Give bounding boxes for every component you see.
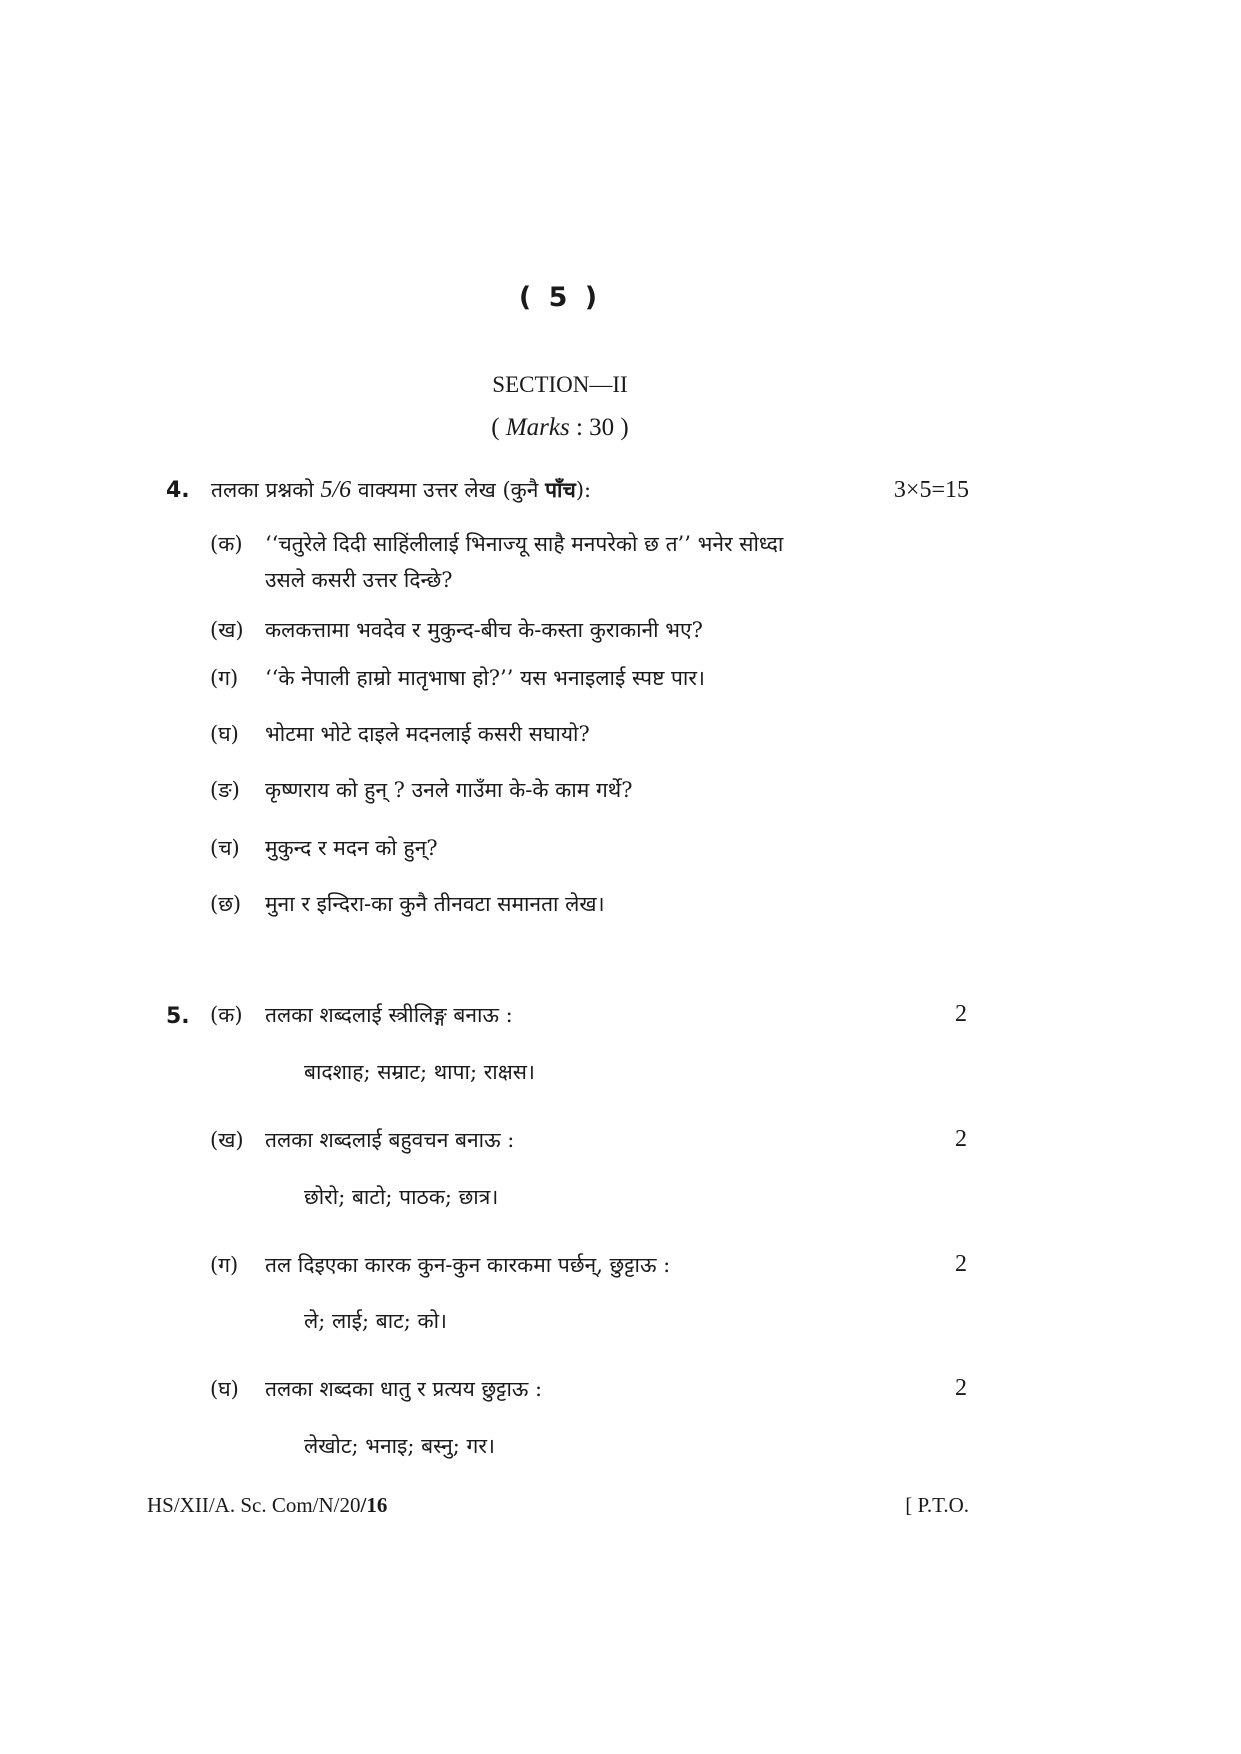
q4-item-text: भोटमा भोटे दाइले मदनलाई कसरी सघायो? [265, 722, 590, 746]
page-number: ( 5 ) [518, 282, 602, 313]
q5-part-marks: 2 [955, 1126, 967, 1152]
q4-instruction-fraction: 5/6 [320, 477, 352, 503]
q4-item-text-continued: उसले कसरी उत्तर दिन्छे? [265, 568, 453, 592]
q4-item-label: (ग) [210, 666, 239, 690]
q4-item-text: मुकुन्द र मदन को हुन्? [265, 836, 438, 860]
paper-code-text: HS/XII/A. Sc. Com/N/20 [147, 1493, 361, 1517]
q5-part-label: (क) [210, 1003, 243, 1027]
q5-part-text: तल दिइएका कारक कुन-कुन कारकमा पर्छन्, छुट्टाऊ : [265, 1253, 671, 1277]
q5-part-words: बादशाह; सम्राट; थापा; राक्षस। [304, 1060, 535, 1084]
marks-value: : 30 ) [569, 414, 629, 441]
q5-part-label: (ख) [210, 1128, 244, 1152]
question-5-number: 5. [166, 1004, 190, 1029]
q4-instruction-bold: पाँच [545, 477, 576, 502]
question-4-number: 4. [166, 478, 190, 503]
q4-item-label: (घ) [210, 722, 239, 746]
q5-part-text: तलका शब्दका धातु र प्रत्यय छुट्टाऊ : [265, 1377, 543, 1401]
q4-instruction-pre: तलका प्रश्नको [211, 478, 314, 502]
q4-item-label: (क) [210, 532, 243, 556]
q5-part-words: लेखोट; भनाइ; बस्नु; गर। [304, 1434, 495, 1458]
section-title [0, 372, 1120, 398]
q4-item-label: (छ) [210, 892, 242, 916]
q4-item-text: ‘‘के नेपाली हाम्रो मातृभाषा हो?’’ यस भनाइलाई स्पष्ट पार। [265, 666, 705, 690]
q5-part-text: तलका शब्दलाई स्त्रीलिङ्ग बनाऊ : [265, 1003, 513, 1027]
q4-item-label: (ख) [210, 618, 244, 642]
q4-item-label: (ङ) [210, 778, 240, 802]
marks-label: Marks [505, 414, 570, 441]
q5-part-marks: 2 [955, 1251, 967, 1277]
q5-part-words: छोरो; बाटो; पाठक; छात्र। [304, 1185, 499, 1209]
q4-instruction-post: ): [575, 478, 592, 502]
section-title-text: SECTION—II [492, 372, 628, 397]
q5-part-label: (घ) [210, 1377, 239, 1401]
q4-instruction-mid: वाक्यमा उत्तर लेख (कुनै [357, 478, 539, 502]
q5-part-text: तलका शब्दलाई बहुवचन बनाऊ : [265, 1128, 515, 1152]
q4-item-text: ‘‘चतुरेले दिदी साहिंलीलाई भिनाज्यू साहै मनपरेको छ त’’ भनेर सोध्दा [265, 532, 784, 556]
q5-part-words: ले; लाई; बाट; को। [304, 1309, 448, 1333]
section-marks [0, 414, 1120, 442]
q4-item-label: (च) [210, 836, 240, 860]
q4-item-text: कलकत्तामा भवदेव र मुकुन्द-बीच के-कस्ता कुराकानी भए? [265, 618, 703, 642]
question-4-instruction [211, 476, 591, 504]
please-turn-over: [ P.T.O. [905, 1493, 969, 1517]
marks-open: ( [491, 414, 506, 441]
question-4-marks: 3×5=15 [893, 477, 969, 503]
q5-part-marks: 2 [955, 1375, 967, 1401]
q5-part-marks: 2 [955, 1001, 967, 1027]
paper-code-bold: /16 [360, 1493, 388, 1517]
q5-part-label: (ग) [210, 1253, 239, 1277]
paper-code [147, 1493, 387, 1518]
q4-item-text: मुना र इन्दिरा-का कुनै तीनवटा समानता लेख। [265, 892, 605, 916]
q4-item-text: कृष्णराय को हुन् ? उनले गाउँमा के-के काम गर्थे? [265, 778, 633, 802]
